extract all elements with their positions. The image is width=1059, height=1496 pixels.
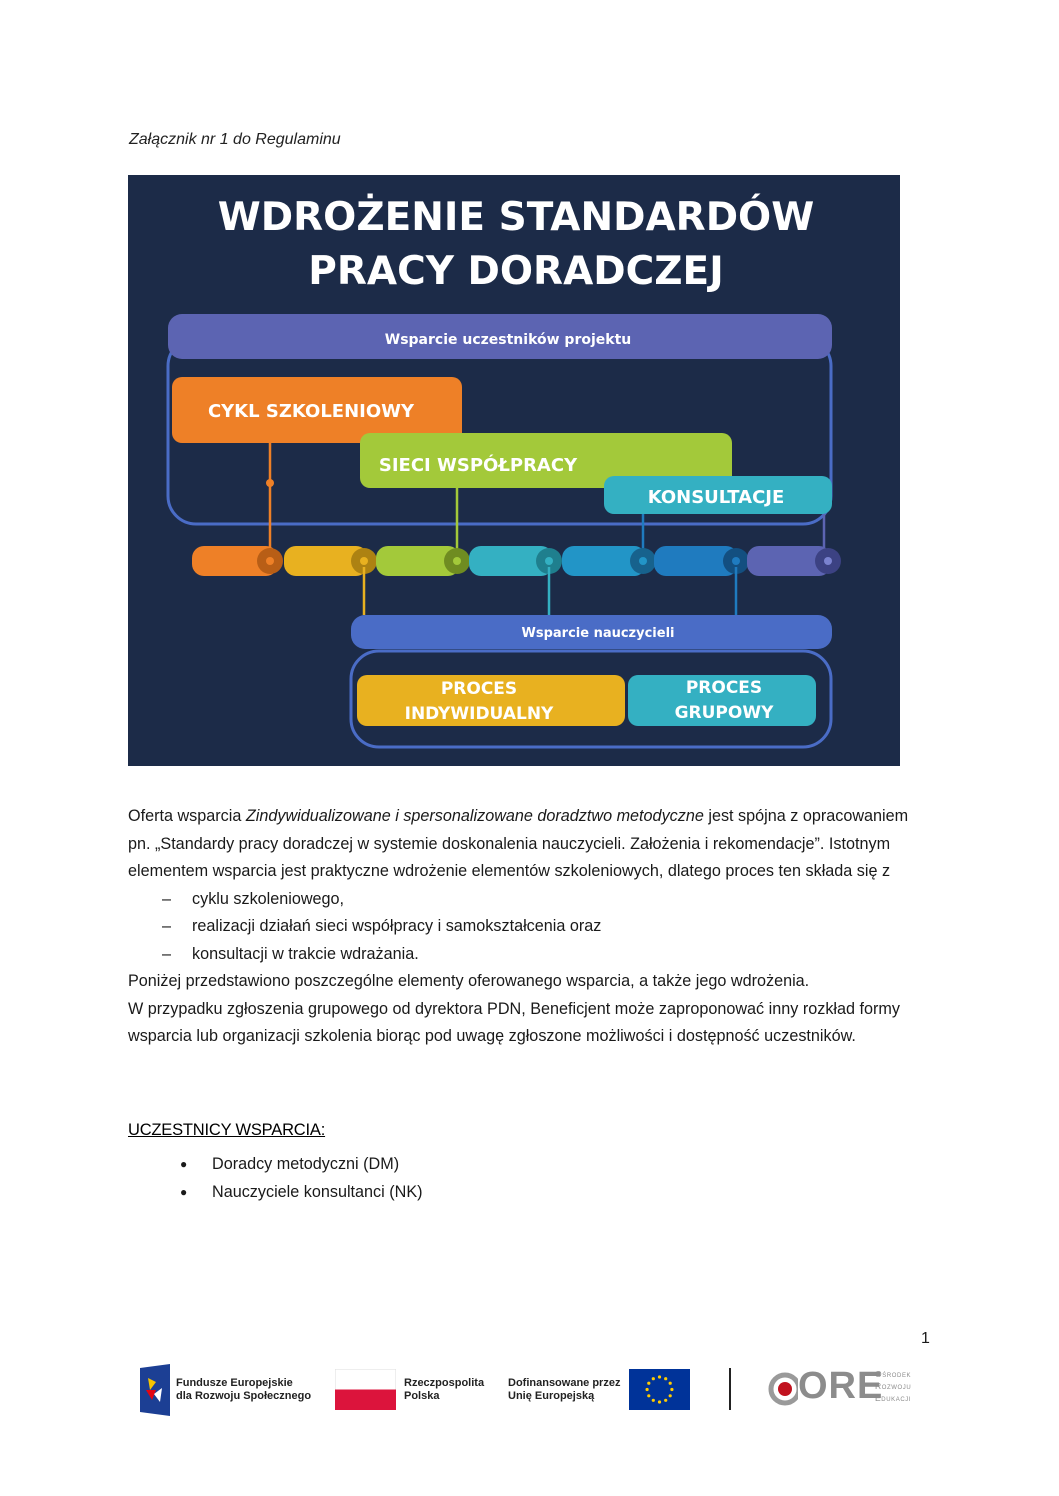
individual-process-line1: PROCES xyxy=(440,679,518,699)
group-process-line1: PROCES xyxy=(685,678,763,698)
eu-line2: Unię Europejską xyxy=(508,1390,595,1402)
eu-flag-icon xyxy=(629,1369,690,1410)
rp-line1: Rzeczpospolita xyxy=(404,1377,485,1389)
list-item: ● Doradcy metodyczni (DM) xyxy=(128,1150,423,1178)
polish-flag-icon xyxy=(335,1369,396,1410)
list-item: ● Nauczyciele konsultanci (NK) xyxy=(128,1178,423,1206)
participants-list xyxy=(128,1150,423,1206)
footer-logos xyxy=(128,1356,928,1426)
rp-line2: Polska xyxy=(404,1390,440,1402)
ore-line3: Edukacji xyxy=(875,1393,912,1403)
ore-logo-text: ORE xyxy=(798,1365,884,1407)
list-item: – cyklu szkoleniowego, xyxy=(128,886,928,914)
list-item: – realizacji działań sieci współpracy i samokształcenia oraz xyxy=(128,913,928,941)
body-text xyxy=(128,803,928,1051)
annex-note: Załącznik nr 1 do Regulaminu xyxy=(129,131,341,148)
fe-logo-icon xyxy=(140,1364,170,1416)
intro-paragraph: Oferta wsparcia Zindywidualizowane i spersonalizowane doradztwo metodyczne jest spójna z opracowaniem pn. „Standardy pracy doradczej w systemie doskonalenia nauczycieli. Założenia i rekomendacje”. Istotnym elementem wsparcia jest praktyczne wdrożenie elementów szkoleniowych, dlatego proces ten składa się z xyxy=(128,807,909,880)
process-list xyxy=(128,886,928,969)
box-training-cycle-label: CYKL SZKOLENIOWY xyxy=(207,401,415,422)
paragraph-2: Poniżej przedstawiono poszczególne elementy oferowanego wsparcia, a także jego wdrożenia. xyxy=(128,972,810,990)
group-process-line2: GRUPOWY xyxy=(674,703,774,723)
fe-line2: dla Rozwoju Społecznego xyxy=(176,1390,312,1402)
top-bar-label: Wsparcie uczestników projektu xyxy=(384,332,632,348)
infographic xyxy=(128,175,900,766)
infographic-title-line2: PRACY DORADCZEJ xyxy=(308,249,724,294)
individual-process-line2: INDYWIDUALNY xyxy=(404,704,554,724)
fe-line1: Fundusze Europejskie xyxy=(176,1377,293,1389)
section-heading: UCZESTNICY WSPARCIA: xyxy=(128,1121,326,1139)
bottom-bar-label: Wsparcie nauczycieli xyxy=(521,626,675,641)
page-number: 1 xyxy=(921,1330,930,1347)
timeline xyxy=(192,546,841,576)
eu-line1: Dofinansowane przez xyxy=(508,1377,621,1389)
footer-divider xyxy=(729,1368,731,1410)
infographic-title-line1: WDROŻENIE STANDARDÓW xyxy=(217,195,815,240)
ore-line1: Ośrodek xyxy=(875,1369,912,1379)
box-networks-label: SIECI WSPÓŁPRACY xyxy=(378,455,578,476)
ore-line2: Rozwoju xyxy=(875,1381,912,1391)
ore-logo-icon xyxy=(768,1370,798,1408)
box-consultations-label: KONSULTACJE xyxy=(647,487,785,508)
list-item: – konsultacji w trakcie wdrażania. xyxy=(128,941,928,969)
paragraph-3: W przypadku zgłoszenia grupowego od dyrektora PDN, Beneficjent może zaproponować inny rozkład formy wsparcia lub organizacji szkolenia biorąc pod uwagę zgłoszone możliwości i dostępność uczestników. xyxy=(128,999,900,1045)
